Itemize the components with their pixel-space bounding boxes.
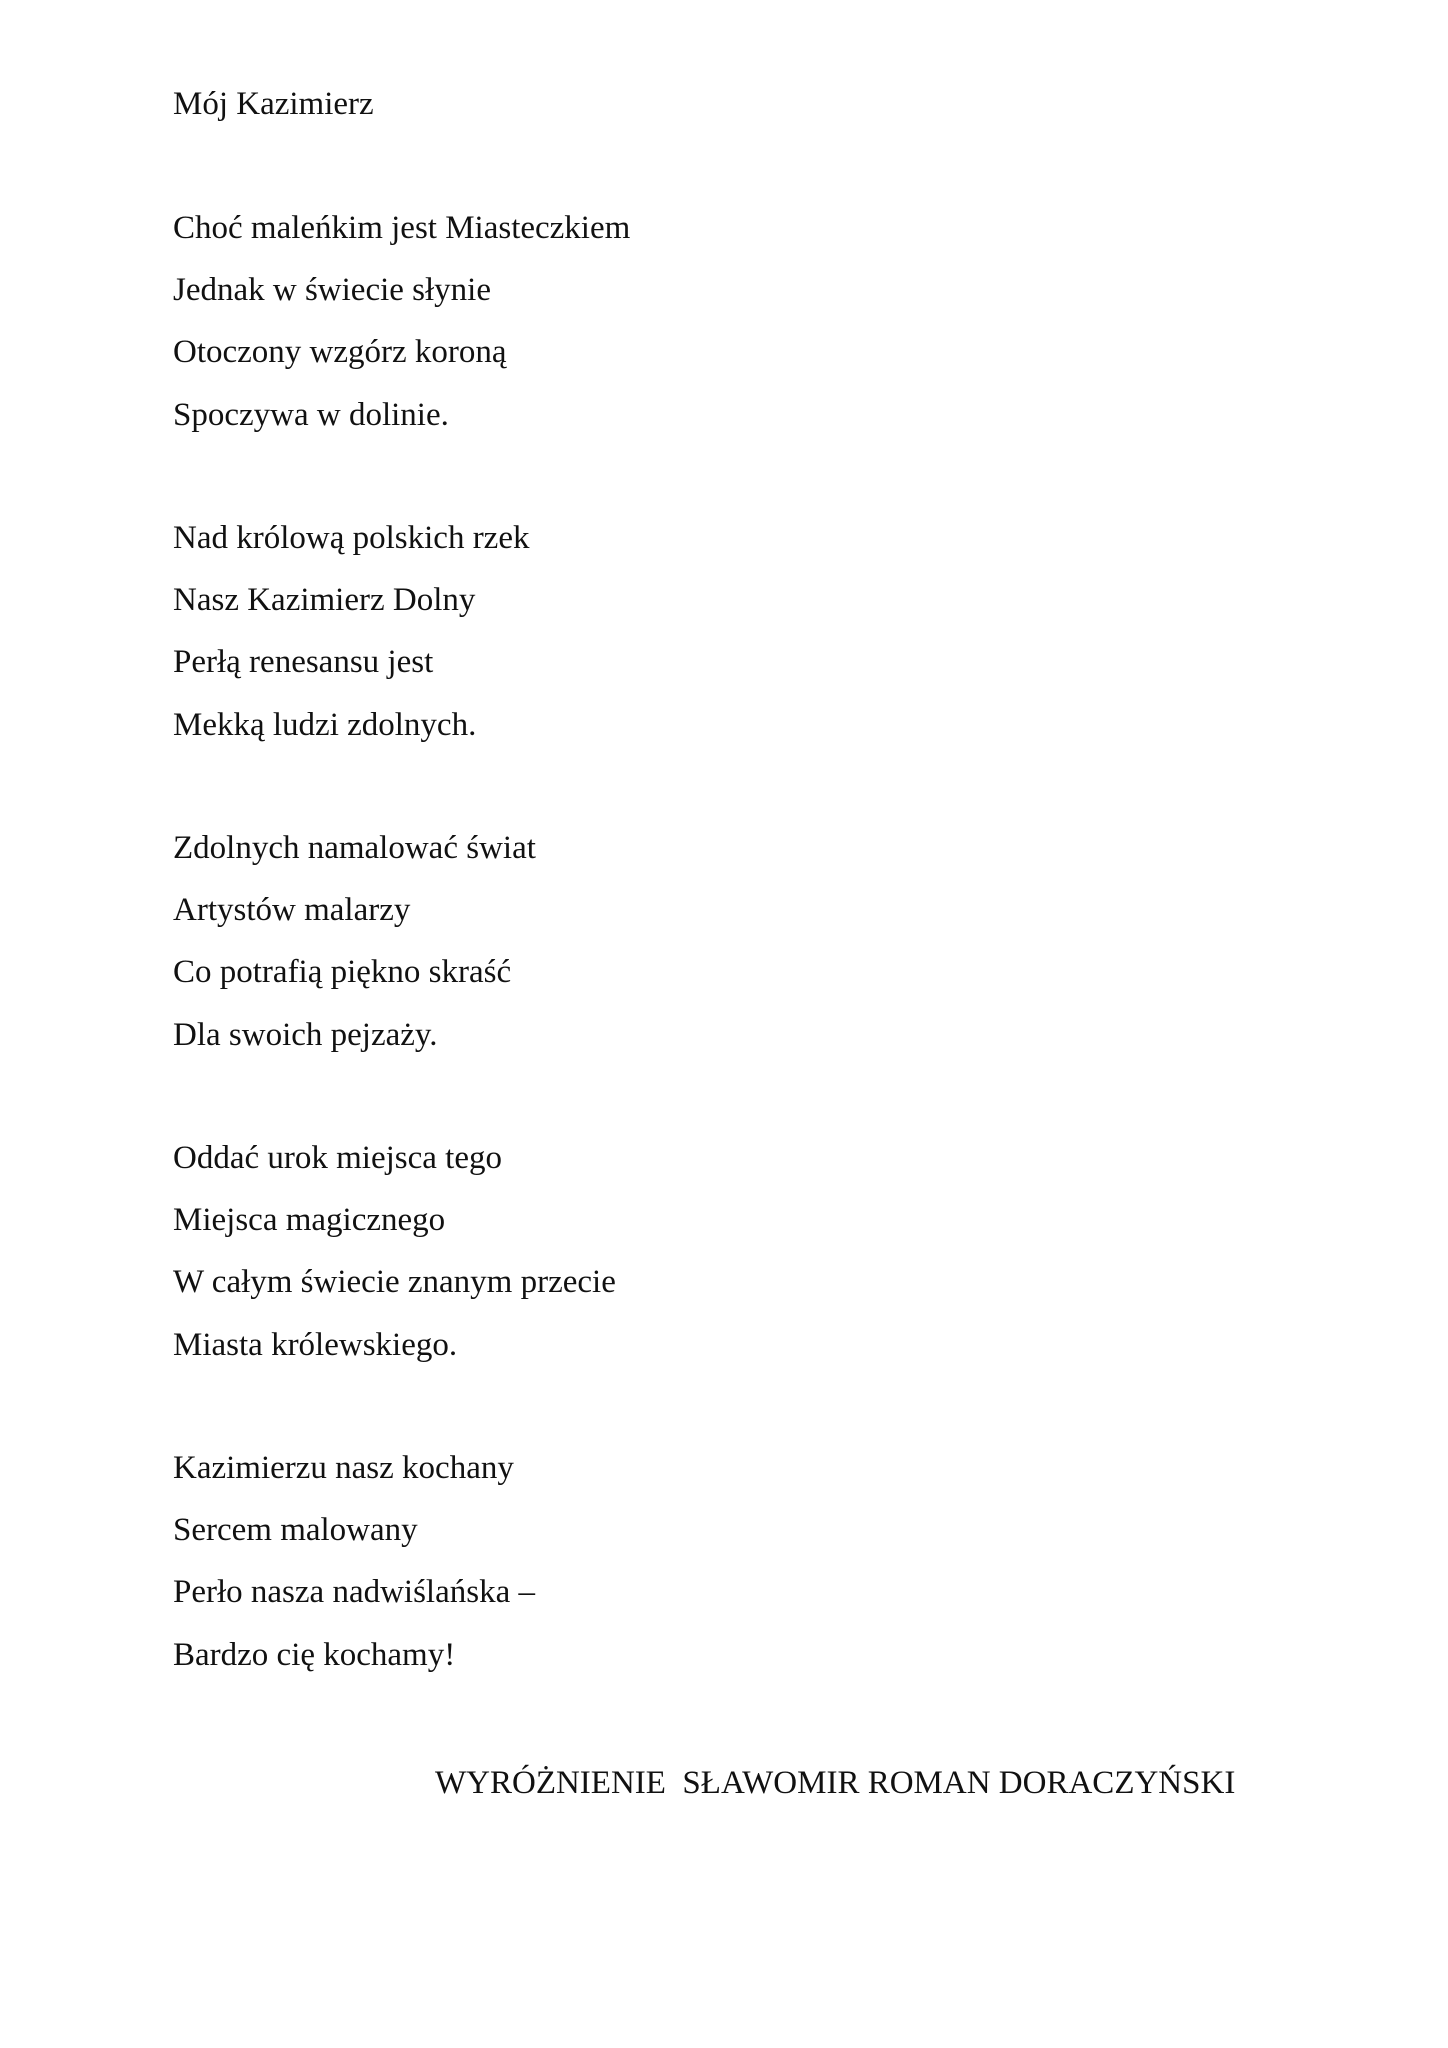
award-signature: WYRÓŻNIENIE SŁAWOMIR ROMAN DORACZYŃSKI [435,1765,1236,1801]
stanza-3-line-2: Artystów malarzy [173,892,411,928]
stanza-1-line-1: Choć maleńkim jest Miasteczkiem [173,210,631,246]
stanza-3-line-1: Zdolnych namalować świat [173,830,536,866]
stanza-2-line-2: Nasz Kazimierz Dolny [173,582,476,618]
stanza-4-line-3: W całym świecie znanym przecie [173,1264,616,1300]
stanza-4-line-1: Oddać urok miejsca tego [173,1140,502,1176]
stanza-5-line-4: Bardzo cię kochamy! [173,1637,456,1673]
stanza-1-line-3: Otoczony wzgórz koroną [173,334,507,370]
stanza-4-line-2: Miejsca magicznego [173,1202,446,1238]
stanza-5-line-3: Perło nasza nadwiślańska – [173,1574,535,1610]
stanza-3-line-3: Co potrafią piękno skraść [173,954,512,990]
stanza-5-line-2: Sercem malowany [173,1512,418,1548]
stanza-5-line-1: Kazimierzu nasz kochany [173,1450,514,1486]
poem-title: Mój Kazimierz [173,86,374,122]
stanza-1-line-2: Jednak w świecie słynie [173,272,491,308]
stanza-4-line-4: Miasta królewskiego. [173,1327,458,1363]
stanza-1-line-4: Spoczywa w dolinie. [173,397,449,433]
stanza-2-line-1: Nad królową polskich rzek [173,520,530,556]
stanza-2-line-4: Mekką ludzi zdolnych. [173,707,477,743]
stanza-2-line-3: Perłą renesansu jest [173,644,434,680]
stanza-3-line-4: Dla swoich pejzaży. [173,1017,438,1053]
